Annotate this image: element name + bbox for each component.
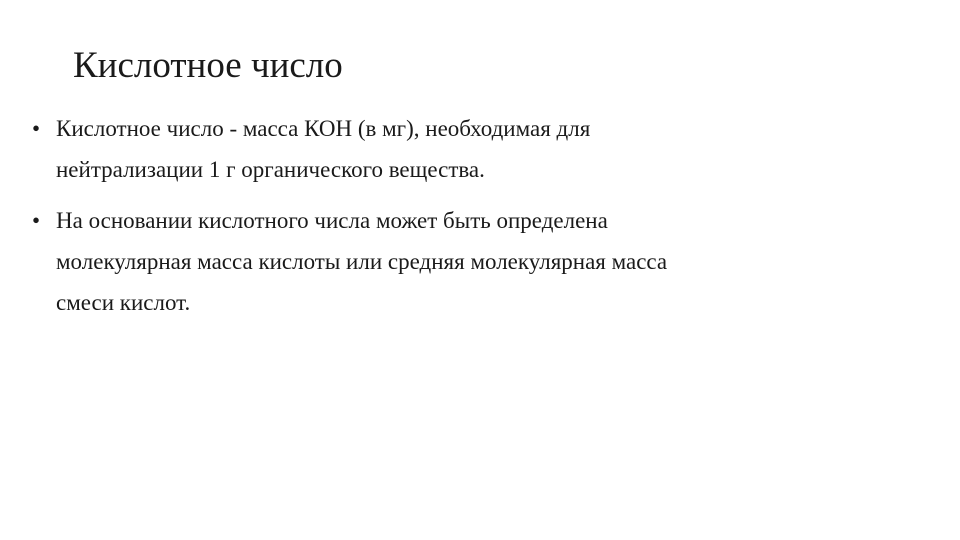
bullet-line: смеси кислот. (56, 290, 191, 315)
bullet-marker: • (32, 116, 41, 141)
bullet-line: молекулярная масса кислоты или средняя молекулярная масса (56, 249, 668, 274)
bullet-item (32, 108, 842, 190)
bullet-marker: • (32, 208, 41, 233)
slide-title: Кислотное число (73, 45, 343, 86)
bullet-line: нейтрализации 1 г органического вещества. (56, 157, 485, 182)
bullet-list (32, 108, 842, 333)
bullet-line: На основании кислотного числа может быть определена (56, 208, 608, 233)
bullet-line: Кислотное число - масса КОН (в мг), необходимая для (56, 116, 591, 141)
bullet-item (32, 200, 842, 323)
